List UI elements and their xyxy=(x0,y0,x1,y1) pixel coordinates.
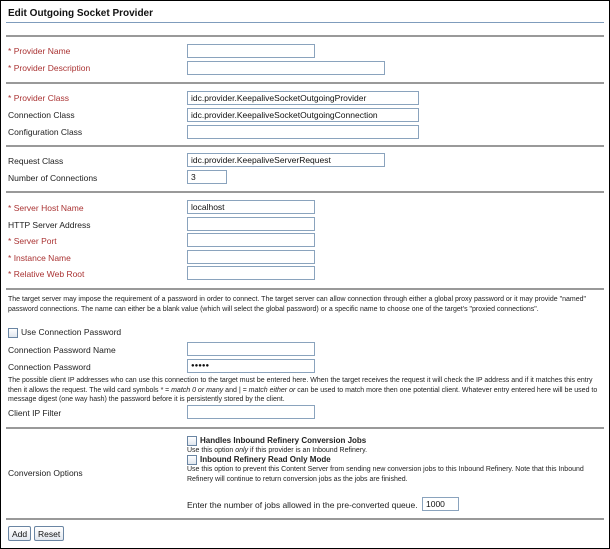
instance-name-label: * Instance Name xyxy=(8,253,71,263)
http-server-address-input[interactable] xyxy=(187,217,315,231)
read-only-label: Inbound Refinery Read Only Mode xyxy=(200,455,331,465)
server-host-name-input[interactable] xyxy=(187,200,315,214)
number-of-connections-label: Number of Connections xyxy=(8,173,98,183)
add-button[interactable]: Add xyxy=(8,526,31,541)
use-connection-password-label: Use Connection Password xyxy=(21,327,122,337)
divider xyxy=(6,191,604,193)
configuration-class-label: Configuration Class xyxy=(8,127,83,137)
read-only-checkbox[interactable] xyxy=(187,455,197,465)
divider xyxy=(6,518,604,520)
connection-password-name-input[interactable] xyxy=(187,342,315,356)
instance-name-input[interactable] xyxy=(187,250,315,264)
ip-help-text: The possible client IP addresses who can use this connection to the target must be entered here. When the target receives the request it will check the IP address and if it matches this entry then it allows the request. The wild card symbols * = match 0 or many and | = match either or can be used to match more then one potential client. Whatever entry entered here will be used to message digest (one way hash) the password before it is persistently stored by the client. xyxy=(8,377,598,403)
client-ip-filter-input[interactable] xyxy=(187,405,315,419)
request-class-label: Request Class xyxy=(8,156,64,166)
password-help-text: The target server may impose the requirement of a password in order to connect. The target server can allow connection through either a global proxy password or it may provide "named" password connections. The name can either be a blank value (which will select the global password) or a specific name to choose one of the target's "proxied connections". xyxy=(8,296,586,313)
provider-description-input[interactable] xyxy=(187,61,385,75)
configuration-class-input[interactable] xyxy=(187,125,419,139)
read-only-help: Use this option to prevent this Content Server from sending new conversion jobs to this Inbound Refinery. Note that this Inbound Refinery will continue to return conversion jobs as the jobs are finished. xyxy=(187,466,584,483)
handles-inbound-option[interactable] xyxy=(187,436,605,446)
provider-class-label: * Provider Class xyxy=(8,93,69,103)
use-connection-password-checkbox[interactable] xyxy=(8,328,18,338)
relative-web-root-input[interactable] xyxy=(187,266,315,280)
conversion-options-group xyxy=(187,436,605,484)
queue-label: Enter the number of jobs allowed in the pre-converted queue. xyxy=(187,500,418,510)
number-of-connections-input[interactable] xyxy=(187,170,227,184)
provider-class-input[interactable] xyxy=(187,91,419,105)
request-class-input[interactable] xyxy=(187,153,385,167)
handles-inbound-help: Use this option only if this provider is an Inbound Refinery. xyxy=(187,447,368,454)
server-port-input[interactable] xyxy=(187,233,315,247)
use-connection-password[interactable] xyxy=(8,327,121,338)
connection-class-label: Connection Class xyxy=(8,110,75,120)
connection-password-input[interactable] xyxy=(187,359,315,373)
http-server-address-label: HTTP Server Address xyxy=(8,220,91,230)
server-port-label: * Server Port xyxy=(8,236,57,246)
connection-password-label: Connection Password xyxy=(8,362,91,372)
relative-web-root-label: * Relative Web Root xyxy=(8,269,85,279)
server-host-name-label: * Server Host Name xyxy=(8,203,84,213)
divider xyxy=(6,288,604,290)
provider-name-input[interactable] xyxy=(187,44,315,58)
conversion-options-label: Conversion Options xyxy=(8,468,83,478)
connection-password-name-label: Connection Password Name xyxy=(8,345,116,355)
read-only-option[interactable] xyxy=(187,455,605,465)
title-rule xyxy=(6,22,604,23)
provider-description-label: * Provider Description xyxy=(8,63,91,73)
divider xyxy=(6,145,604,147)
queue-size-input[interactable] xyxy=(422,497,459,511)
divider xyxy=(6,35,604,37)
provider-name-label: * Provider Name xyxy=(8,46,71,56)
client-ip-filter-label: Client IP Filter xyxy=(8,408,62,418)
divider xyxy=(6,82,604,84)
divider xyxy=(6,427,604,429)
connection-class-input[interactable] xyxy=(187,108,419,122)
handles-inbound-checkbox[interactable] xyxy=(187,436,197,446)
reset-button[interactable]: Reset xyxy=(34,526,64,541)
handles-inbound-label: Handles Inbound Refinery Conversion Jobs xyxy=(200,436,367,446)
page-title: Edit Outgoing Socket Provider xyxy=(8,8,154,19)
